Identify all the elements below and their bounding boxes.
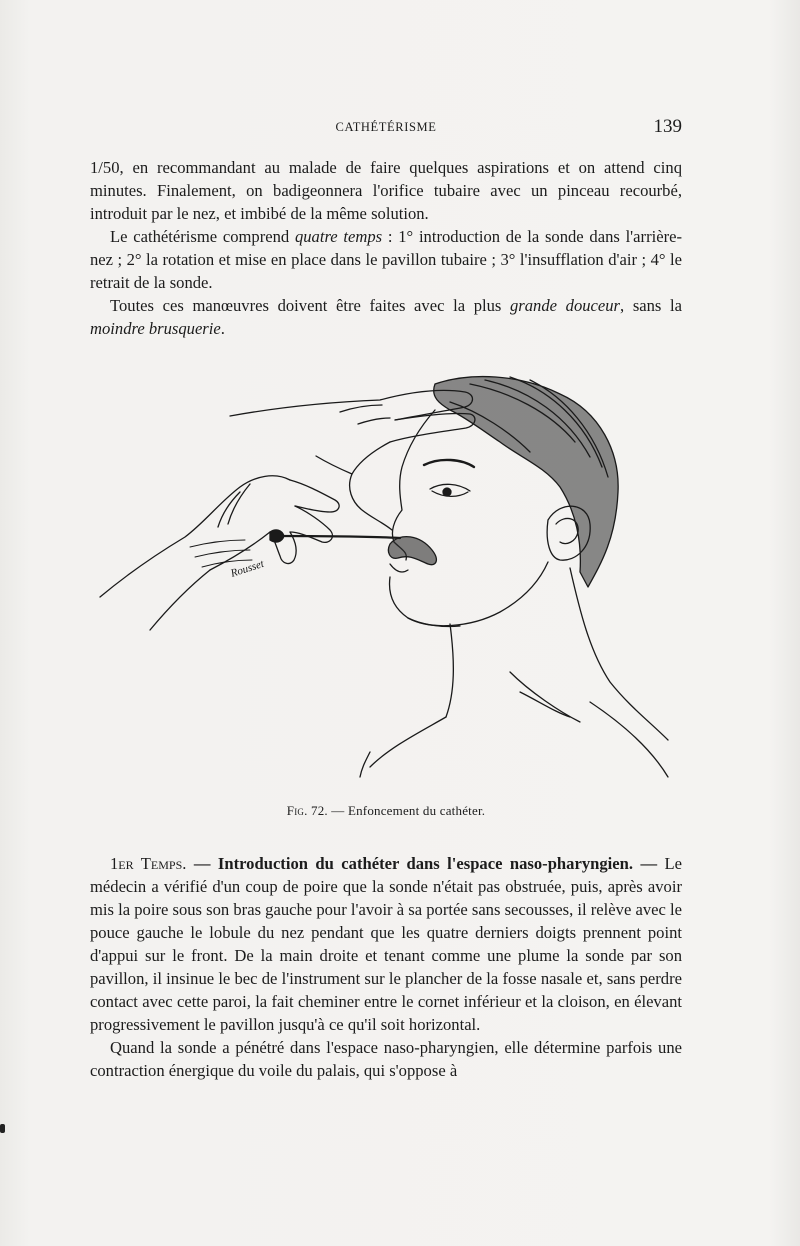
page-number: 139 [653, 116, 682, 137]
paragraph-continuation: 1/50, en recommandant au malade de faire quelques aspirations et on attend cinq minutes. Finalement, on badigeonnera l'orifice tubaire avec un pinceau recourbé, introduit par le nez, et imbibé de la même solution. [90, 158, 682, 223]
paragraph-four-steps [90, 225, 682, 294]
caption-text: — Enfoncement du cathéter. [327, 803, 486, 818]
catheter-engraving [90, 372, 682, 792]
top-text-block [90, 156, 682, 340]
text-run: . [220, 319, 225, 338]
text-run: Le cathétérisme comprend [110, 227, 295, 246]
caption-label: Fig. 72. [286, 803, 328, 818]
step-heading: — Introduction du cathéter dans l'espace naso-pharyngien. — [186, 854, 665, 873]
emphasis-grande-douceur: grande douceur [510, 296, 621, 315]
running-title: CATHÉTÉRISME [335, 120, 437, 134]
margin-mark [0, 1124, 5, 1133]
text-run: : 1° introduction de la sonde dans l'arrière-nez ; 2° la rotation et mise en place dans le pavillon tubaire ; 3° l'insufflation d'air ; 4° le retrait de la sonde. [90, 227, 682, 292]
emphasis-quatre-temps: quatre temps [294, 227, 383, 246]
emphasis-moindre-brusquerie: moindre brusquerie [90, 319, 221, 338]
figure-illustration [90, 372, 682, 792]
text-run: , sans la [620, 296, 682, 315]
bottom-text-block [90, 852, 682, 1082]
running-head [90, 118, 682, 138]
paragraph-gentleness [90, 294, 682, 340]
text-run: Toutes ces manœuvres doivent être faites avec la plus [110, 296, 510, 315]
step-label: 1er Temps. [110, 854, 187, 873]
paragraph-soft-palate: Quand la sonde a pénétré dans l'espace naso-pharyngien, elle détermine parfois une contraction énergique du voile du palais, qui s'oppose à [90, 1038, 682, 1080]
figure-caption [90, 803, 682, 819]
artist-signature: Rousset [229, 557, 266, 580]
step-text: Le médecin a vérifié d'un coup de poire que la sonde n'était pas obstruée, puis, après avoir mis la poire sous son bras gauche pour l'avoir à sa portée sans secousses, il relève avec le pouce gauche le lobule du nez pendant que les quatre derniers doigts prennent point d'appui sur le front. De la main droite et tenant comme une plume la sonde par son pavillon, il insinue le bec de l'instrument sur le plancher de la fosse nasale et, sans perdre contact avec cette paroi, la fait cheminer entre le cornet inférieur et la cloison, en élevant progressivement le pavillon jusqu'à ce qu'il soit horizontal. [90, 854, 682, 1034]
paragraph-first-step [90, 852, 682, 1036]
